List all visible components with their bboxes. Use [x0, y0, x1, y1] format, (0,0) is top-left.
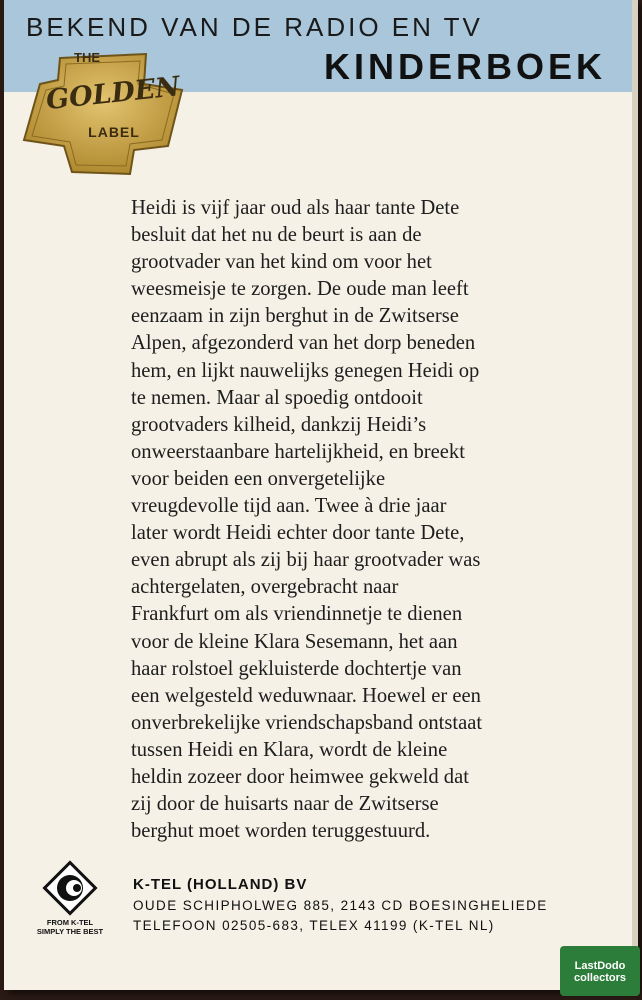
blurb-line: zij door de huisarts naar de Zwitserse — [131, 793, 439, 816]
publisher-address: OUDE SCHIPHOLWEG 885, 2143 CD BOESINGHELIEDE — [133, 898, 548, 913]
logo-text-top: THE — [74, 50, 100, 65]
blurb-line: voor beiden een onvergetelijke — [131, 467, 386, 490]
golden-label-badge-icon — [18, 50, 188, 178]
blurb-line: haar rolstoel gekluisterde dochtertje van — [131, 657, 462, 680]
watermark-text — [564, 960, 636, 984]
blurb-text — [131, 195, 611, 845]
blurb-line: onverbrekelijke vriendschapsband ontstaat — [131, 711, 483, 734]
ktel-caption-line-2: SIMPLY THE BEST — [36, 927, 104, 936]
blurb-line: even abrupt als zij bij haar grootvader was — [131, 549, 481, 572]
blurb-line: berghut moet worden teruggestuurd. — [131, 820, 431, 843]
blurb-line: weesmeisje te zorgen. De oude man leeft — [131, 278, 469, 301]
blurb-line: vreugdevolle tijd aan. Twee à drie jaar — [131, 495, 447, 518]
blurb-line: achtergelaten, overgebracht naar — [131, 576, 399, 599]
blurb-line: heldin zozeer door heimwee gekweld dat — [131, 765, 469, 788]
watermark-line-1: LastDodo — [574, 960, 626, 972]
blurb-line: grootvader van het kind om voor het — [131, 251, 432, 274]
golden-label-logo — [18, 50, 188, 178]
blurb-line: eenzaam in zijn berghut in de Zwitserse — [131, 305, 459, 328]
header-tagline: BEKEND VAN DE RADIO EN TV — [26, 12, 483, 42]
blurb-line: voor de kleine Klara Sesemann, het aan — [131, 630, 458, 653]
blurb-line: besluit dat het nu de beurt is aan de — [131, 224, 422, 247]
blurb-line: Frankfurt om als vriendinnetje te dienen — [131, 603, 463, 626]
blurb-line: onweerstaanbare hartelijkheid, en breekt — [131, 440, 465, 463]
watermark-line-2: collectors — [574, 972, 626, 984]
blurb-line: hem, en lijkt nauwelijks genegen Heidi op — [131, 359, 480, 382]
ktel-logo-caption — [34, 918, 106, 936]
header-category: KINDERBOEK — [323, 46, 606, 87]
publisher-name: K-TEL (HOLLAND) BV — [133, 876, 308, 893]
blurb-line: later wordt Heidi echter door tante Dete, — [131, 522, 465, 545]
ktel-caption-line-1: FROM K-TEL — [46, 918, 94, 927]
logo-text-middle: GOLDEN — [44, 71, 182, 117]
publisher-phone: TELEFOON 02505-683, TELEX 41199 (K-TEL NL) — [133, 918, 495, 933]
lastdodo-watermark — [560, 946, 640, 996]
ktel-diamond-icon — [40, 858, 100, 918]
blurb-line: tussen Heidi en Klara, wordt de kleine — [131, 738, 448, 761]
blurb-line: te nemen. Maar al spoedig ontdooit — [131, 386, 423, 409]
logo-text-bottom: LABEL — [88, 124, 140, 140]
blurb-line: een welgesteld weduwnaar. Hoewel er een — [131, 684, 481, 707]
ktel-logo — [40, 858, 100, 918]
blurb-line: grootvaders kilheid, dankzij Heidi’s — [131, 413, 427, 436]
blurb-line: Alpen, afgezonderd van het dorp beneden — [131, 332, 476, 355]
blurb-line: Heidi is vijf jaar oud als haar tante Dete — [131, 197, 460, 219]
book-back-cover — [4, 0, 638, 990]
